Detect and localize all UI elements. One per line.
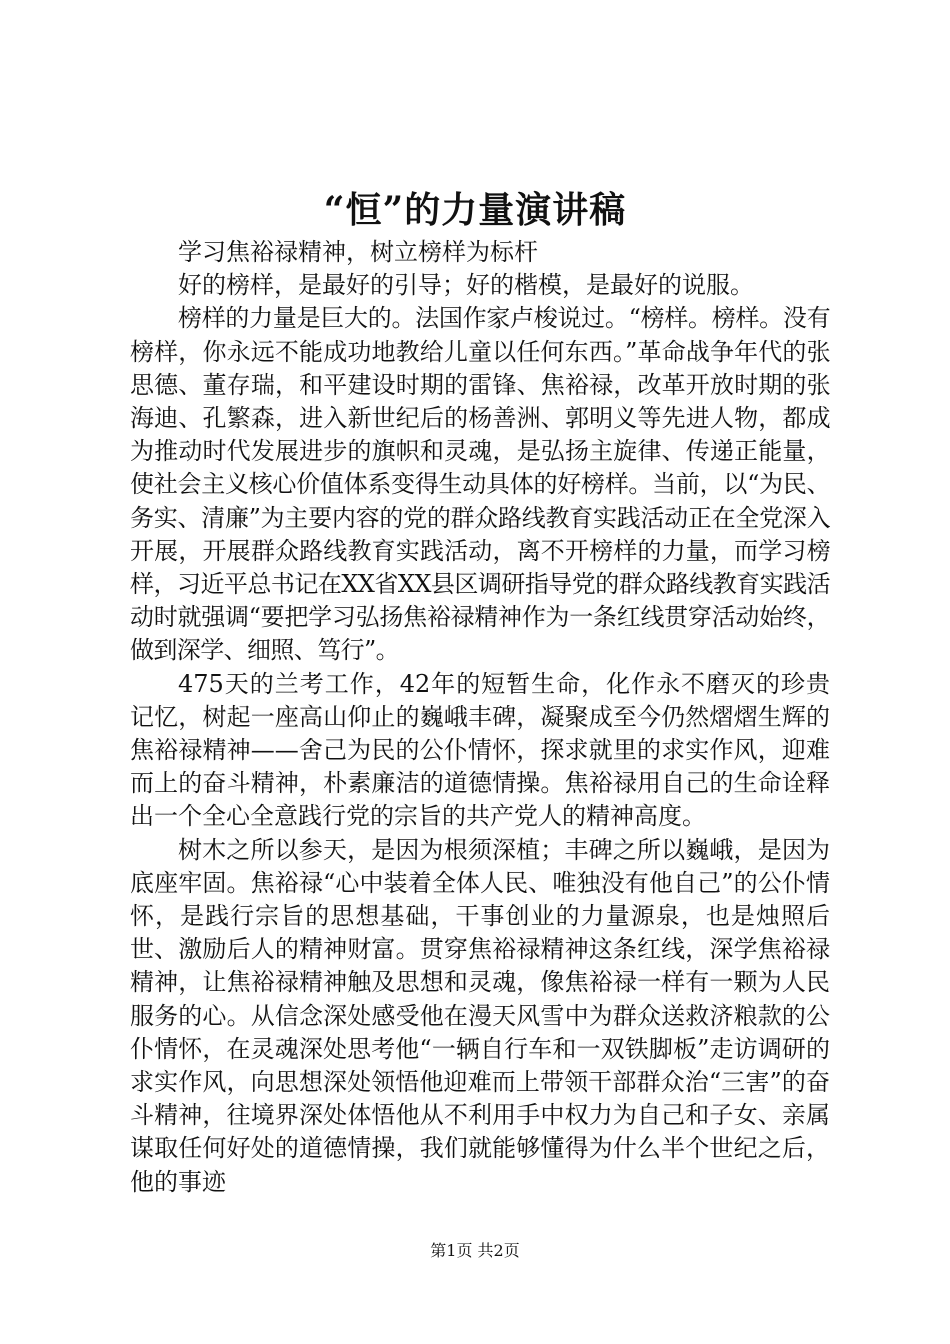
paragraph-roots: 树木之所以参天，是因为根须深植；丰碑之所以巍峨，是因为底座牢固。焦裕禄“心中装着全体人民、唯独没有他自己”的公仆情怀，是践行宗旨的思想基础，干事创业的力量源泉，也是烛照后世、激励后人的精神财富。贯穿焦裕禄精神这条红线，深学焦裕禄精神，让焦裕禄精神触及思想和灵魂，像焦裕禄一样有一颗为人民服务的心。从信念深处感受他在漫天风雪中为群众送救济粮款的公仆情怀，在灵魂深处思考他“一辆自行车和一双铁脚板”走访调研的求实作风，向思想深处领悟他迎难而上带领干部群众治“三害”的奋斗精神，往境界深处体悟他从不利用手中权力为自己和子女、亲属谋取任何好处的道德情操，我们就能够懂得为什么半个世纪之后，他的事迹 xyxy=(130,835,830,1196)
paragraph-lankao: 475天的兰考工作，42年的短暂生命，化作永不磨灭的珍贵记忆，树起一座高山仰止的巍峨丰碑，凝聚成至今仍然熠熠生辉的焦裕禄精神——舍己为民的公仆情怀，探求就里的求实作风，迎难而上的奋斗精神，朴素廉洁的道德情操。焦裕禄用自己的生命诠释出一个全心全意践行党的宗旨的共产党人的精神高度。 xyxy=(130,669,830,831)
paragraph-role-models: 榜样的力量是巨大的。法国作家卢梭说过。“榜样。榜样。没有榜样，你永远不能成功地教给儿童以任何东西。”革命战争年代的张思德、董存瑞，和平建设时期的雷锋、焦裕禄，改革开放时期的张海迪、孔繁森，进入新世纪后的杨善洲、郭明义等先进人物，都成为推动时代发展进步的旗帜和灵魂，是弘扬主旋律、传递正能量，使社会主义核心价值体系变得生动具体的好榜样。当前，以“为民、务实、清廉”为主要内容的党的群众路线教育实践活动正在全党深入开展，开展群众路线教育实践活动，离不开榜样的力量，而学习榜样，习近平总书记在XX省XX县区调研指导党的群众路线教育实践活动时就强调“要把学习弘扬焦裕禄精神作为一条红线贯穿活动始终，做到深学、细照、笃行”。 xyxy=(130,304,830,665)
page-footer: 第1页 共2页 xyxy=(430,1241,520,1260)
page-title: “恒”的力量演讲稿 xyxy=(323,189,627,231)
document-body xyxy=(130,236,830,1199)
paragraph-subtitle: 学习焦裕禄精神，树立榜样为标杆 xyxy=(178,238,538,266)
paragraph-intro: 好的榜样，是最好的引导；好的楷模，是最好的说服。 xyxy=(178,271,754,300)
